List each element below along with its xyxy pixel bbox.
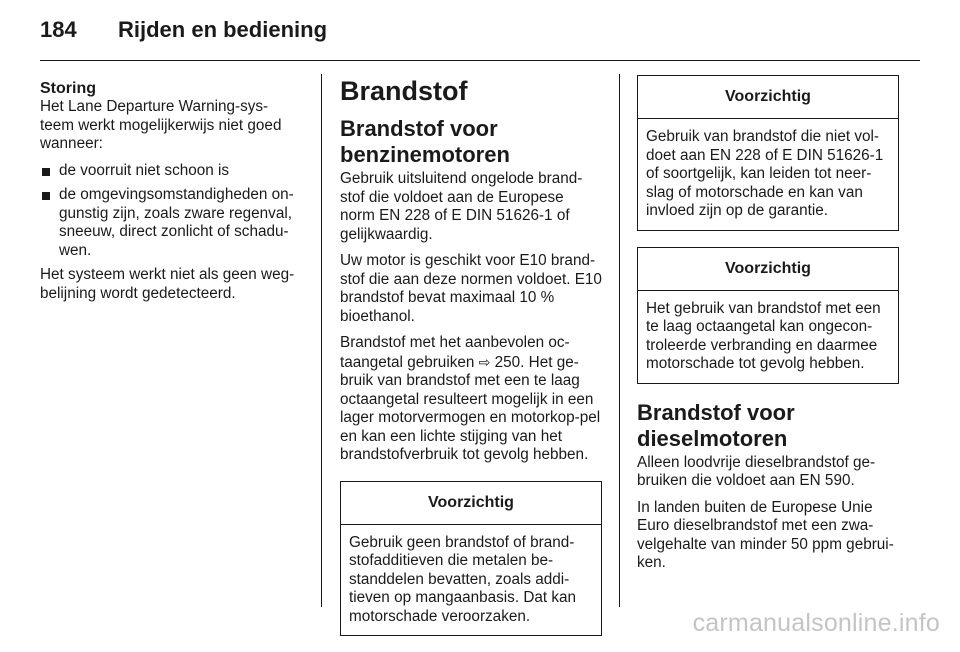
storing-list: [40, 162, 302, 261]
warning-title: Voorzichtig: [638, 248, 898, 291]
warning-box-octaangetal: [637, 247, 899, 384]
watermark: carmanualsonline.info: [692, 609, 940, 637]
chapter-title: Rijden en bediening: [118, 17, 328, 42]
benzine-paragraph-2: Uw motor is geschikt voor E10 brand-stof die aan deze normen voldoet. E10 brandstof bevat maximaal 10 % bioethanol.: [340, 252, 602, 325]
bullet-square-icon: [42, 168, 50, 176]
diesel-paragraph-1: Alleen loodvrije dieselbrandstof ge-bruiken die voldoet aan EN 590.: [637, 453, 876, 489]
storing-intro: Het Lane Departure Warning-sys-teem werkt mogelijkerwijs niet goed wanneer:: [40, 98, 282, 152]
list-item: de omgevingsomstandigheden on-gunstig zijn, zoals zware regenval, sneeuw, direct zonlicht of schadu-wen.: [40, 186, 302, 260]
warning-text: Gebruik geen brandstof of brand-stofadditieven die metalen be-standdelen bevatten, zoals addi-tieven op mangaanbasis. Dat kan motorschade veroorzaken.: [349, 533, 577, 625]
subheading-storing: Storing: [40, 80, 96, 97]
warning-box-garantie: [637, 75, 899, 231]
column-divider-right: [619, 74, 620, 607]
page-header: [40, 17, 327, 57]
column-divider-left: [321, 74, 322, 607]
warning-text: Het gebruik van brandstof met een te laag octaangetal kan ongecon-troleerde verbranding en daarmee motorschade tot gevolg hebben.: [646, 299, 881, 372]
benzine-paragraph-3: Brandstof met het aanbevolen oc-taangetal gebruiken ⇨ 250. Het ge-bruik van brandstof met een te laag octaangetal resulteert mogelijk in een lager motorvermogen en motorkop-pel en kan een lichte stijging van het brandstofverbruik tot gevolg hebben.: [340, 334, 601, 463]
column-middle: [340, 74, 602, 652]
warning-title: Voorzichtig: [638, 76, 898, 119]
header-rule: [40, 60, 920, 61]
column-right: [637, 74, 899, 581]
warning-text: Gebruik van brandstof die niet vol-doet aan EN 228 of E DIN 51626-1 of soortgelijk, kan leiden tot neer-slag of motorschade en kan van invloed zijn op de garantie.: [646, 128, 884, 219]
warning-box-metalen: [340, 481, 602, 637]
list-item: de voorruit niet schoon is: [40, 162, 302, 181]
section-title-brandstof: Brandstof: [340, 76, 468, 106]
heading-benzinemotoren: Brandstof voor benzinemotoren: [340, 116, 510, 167]
benzine-paragraph-1: Gebruik uitsluitend ongelode brand-stof die voldoet aan de Europese norm EN 228 of E DIN 51626-1 of gelijkwaardig.: [340, 170, 583, 243]
diesel-paragraph-2: In landen buiten de Europese Unie Euro dieselbrandstof met een zwa-velgehalte van minder 50 ppm gebrui-ken.: [637, 498, 894, 571]
heading-dieselmotoren: Brandstof voor dieselmotoren: [637, 399, 795, 451]
column-left: [40, 74, 302, 311]
page-reference-arrow-icon[interactable]: ⇨: [478, 353, 491, 370]
page-number: 184: [40, 17, 77, 42]
bullet-square-icon: [42, 192, 50, 200]
warning-title: Voorzichtig: [341, 482, 601, 525]
storing-closing: Het systeem werkt niet als geen weg-belijning wordt gedetecteerd.: [40, 266, 295, 302]
